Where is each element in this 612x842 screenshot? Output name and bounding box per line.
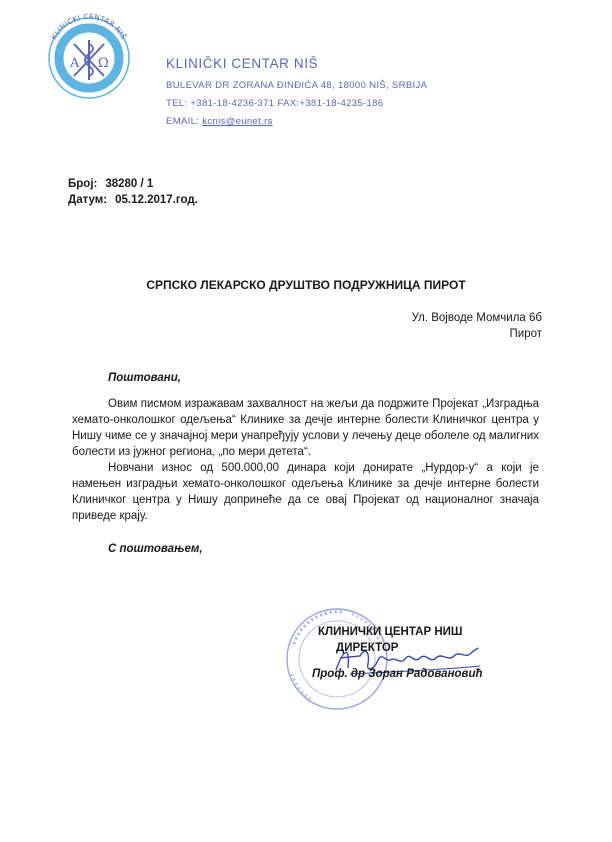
signatory-name: Проф. др Зоран Радовановић	[312, 668, 483, 680]
reference-date	[68, 194, 198, 206]
body-paragraph-2: Новчани износ од 500.000,00 динара који донирате „Нурдор-у“ а који је намењен изградњи хемато-онколошког одељења Клинике за дечје интерне болести Клиничког центра у Нишу допринеће да се овај Пројекат од националног значаја приведе крају.	[72, 462, 539, 522]
svg-text:Ω: Ω	[98, 56, 109, 71]
reference-number-label: Број:	[68, 178, 98, 190]
signatory-role: ДИРЕКТОР	[336, 642, 399, 654]
hospital-logo-icon	[44, 4, 134, 102]
letterhead-institution-name: KLINIČKI CENTAR NIŠ	[166, 56, 319, 71]
reference-number	[68, 178, 153, 190]
signatory-organization: КЛИНИЧКИ ЦЕНТАР НИШ	[318, 626, 463, 638]
recipient-street: Ул. Војводе Момчила 6б	[411, 312, 542, 324]
body-paragraph-1: Овим писмом изражавам захвалност на жељи да подржите Пројекат „Изградња хемато-онколошког одељења“ Клинике за дечје интерне болести Клиничког центра у Нишу чиме се у значајној мери унапређују услови у лечењу деце оболеле од малигних болести из јужног региона, „по мери детета“.	[72, 398, 539, 458]
letterhead-email-line	[166, 116, 273, 127]
letterhead-address: BULEVAR DR ZORANA ĐINĐIĆA 48, 18000 NIŠ, SRBIJA	[166, 80, 428, 91]
svg-text:A: A	[70, 56, 80, 71]
closing: С поштовањем,	[108, 543, 203, 555]
email-link[interactable]: kcnis@eunet.rs	[202, 116, 273, 127]
reference-number-value: 38280 / 1	[105, 178, 154, 190]
reference-date-value: 05.12.2017.год.	[115, 194, 198, 206]
svg-text:KLINIČKI CENTAR NIŠ: KLINIČKI CENTAR NIŠ	[49, 11, 129, 42]
reference-date-label: Датум:	[68, 194, 108, 206]
email-label: EMAIL:	[166, 116, 203, 127]
letterhead-phone-fax: TEL: +381-18-4236-371 FAX:+381-18-4235-186	[166, 98, 384, 109]
recipient-title: СРПСКО ЛЕКАРСКО ДРУШТВО ПОДРУЖНИЦА ПИРОТ	[146, 278, 466, 292]
recipient-city: Пирот	[509, 328, 542, 340]
salutation: Поштовани,	[108, 372, 181, 384]
